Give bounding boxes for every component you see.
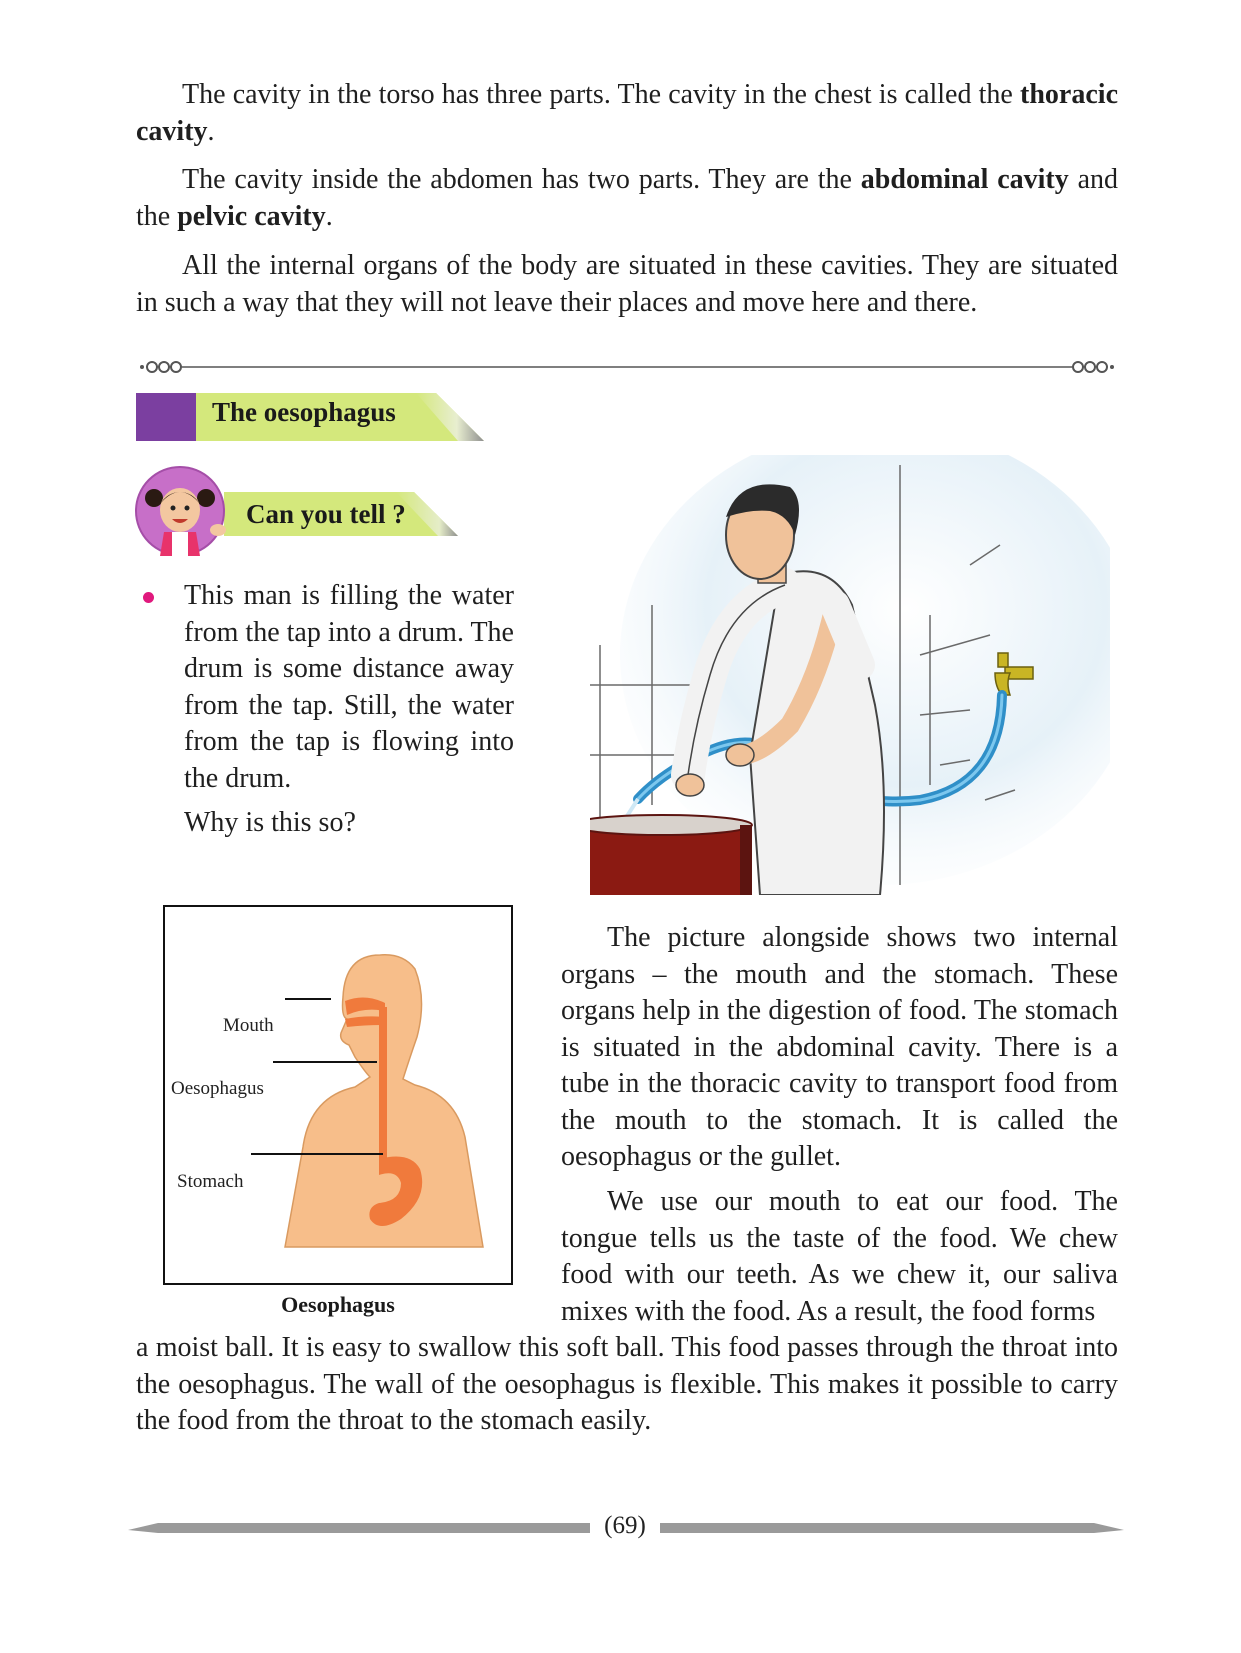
- footer-rule-right: [660, 1523, 1124, 1533]
- section-divider: [136, 360, 1118, 374]
- label-oesophagus: Oesophagus: [171, 1078, 264, 1099]
- term-thoracic-cavity: thoracic cavity: [136, 79, 1118, 147]
- footer-rule-left: [128, 1523, 590, 1533]
- section-title: The oesophagus: [212, 397, 396, 427]
- label-mouth: Mouth: [223, 1015, 274, 1036]
- body-paragraph-2: We use our mouth to eat our food. The tongue tells us the taste of the food. We chew food with our teeth. As we chew it, our saliva mixes with the food. As a result, the food forms: [561, 1186, 1118, 1327]
- intro-paragraph-1: The cavity in the torso has three parts. The cavity in the chest is called the thoracic cavity.: [136, 79, 1118, 147]
- can-you-tell-heading: Can you tell ?: [246, 499, 406, 529]
- intro-paragraph-3: All the internal organs of the body are situated in these cavities. They are situated in such a way that they will not leave their places and move here and there.: [136, 250, 1118, 318]
- term-pelvic-cavity: pelvic cavity: [177, 200, 326, 232]
- activity-bullet-text: This man is filling the water from the tap into a drum. The drum is some distance away from the tap. Still, the water from the tap is flowing into the drum.: [184, 580, 514, 794]
- man-filling-drum-illustration: [590, 455, 1110, 895]
- intro-paragraph-2: The cavity inside the abdomen has two parts. They are the abdominal cavity and the pelvic cavity.: [136, 164, 1118, 232]
- body-paragraph-1: The picture alongside shows two internal organs – the mouth and the stomach. These organs help in the digestion of food. The stomach is situated in the abdominal cavity. There is a tube in the thoracic cavity to transport food from the mouth to the stomach. It is called the oesophagus or the gullet.: [561, 922, 1118, 1172]
- label-stomach: Stomach: [177, 1171, 244, 1192]
- oesophagus-diagram: [163, 905, 513, 1285]
- page-number: (69): [604, 1512, 646, 1539]
- activity-question: Why is this so?: [184, 807, 356, 838]
- bullet-point: [143, 592, 154, 603]
- diagram-caption: Oesophagus: [281, 1292, 395, 1317]
- body-paragraph-2-continued: a moist ball. It is easy to swallow this soft ball. This food passes through the throat into the oesophagus. The wall of the oesophagus is flexible. This makes it possible to carry the food from the throat to the stomach easily.: [136, 1332, 1118, 1436]
- drum-icon: [590, 815, 752, 895]
- term-abdominal-cavity: abdominal cavity: [860, 164, 1069, 195]
